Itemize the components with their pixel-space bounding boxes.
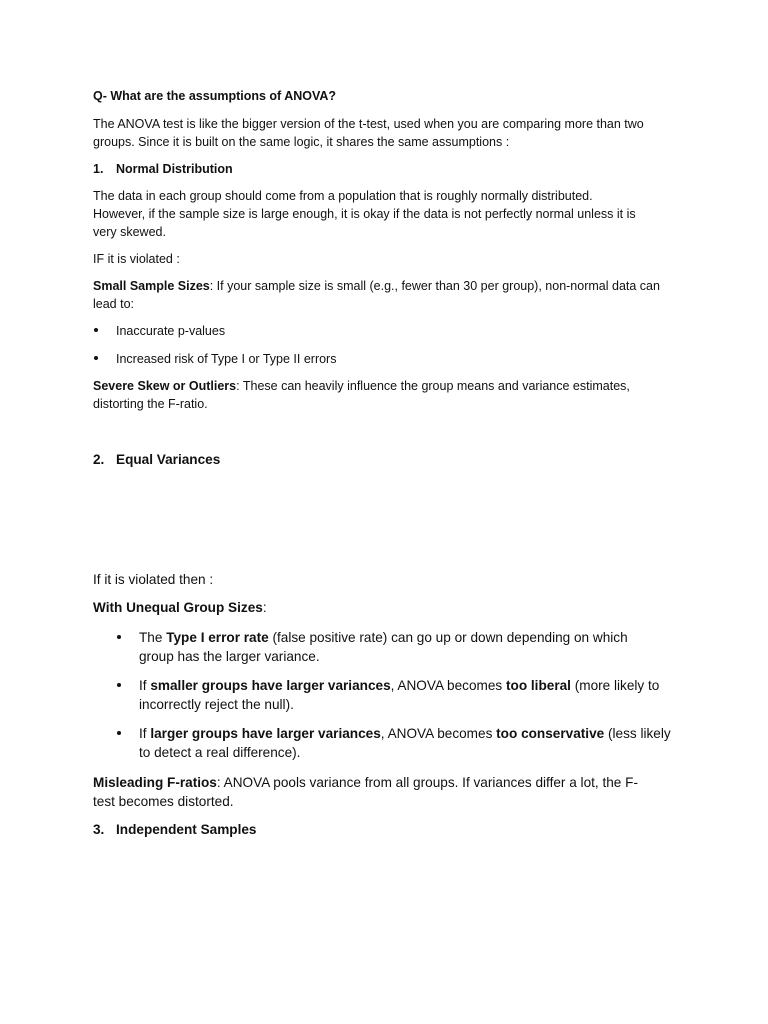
section-1-body-line-2: However, if the sample size is large enough, it is okay if the data is not perfectly normal unless it is [93, 207, 636, 221]
misleading-line-2: test becomes distorted. [93, 794, 234, 809]
section-1-body-line-1: The data in each group should come from a population that is roughly normally distributed. [93, 189, 593, 203]
bullet-icon [117, 635, 121, 639]
small-sample-line-1: Small Sample Sizes: If your sample size is small (e.g., fewer than 30 per group), non-normal data can [93, 279, 660, 293]
section-1-heading: 1. Normal Distribution [93, 162, 233, 176]
bullet-icon [94, 356, 98, 360]
variance-bullet-1-line-1: The Type I error rate (false positive rate) can go up or down depending on which [139, 630, 628, 645]
section-2-violated: If it is violated then : [93, 572, 214, 587]
section-1-body-line-3: very skewed. [93, 225, 166, 239]
question-heading: Q- What are the assumptions of ANOVA? [93, 89, 337, 103]
bullet-item-2: Increased risk of Type I or Type II errors [116, 352, 337, 366]
variance-bullet-2-line-2: incorrectly reject the null). [139, 697, 294, 712]
bullet-icon [94, 328, 98, 332]
unequal-group-sizes: With Unequal Group Sizes: [93, 600, 267, 615]
misleading-line-1: Misleading F-ratios: ANOVA pools variance from all groups. If variances differ a lot, the F- [93, 775, 638, 790]
small-sample-line-2: lead to: [93, 297, 135, 311]
section-3-heading: 3. Independent Samples [93, 822, 257, 837]
bullet-icon [117, 683, 121, 687]
intro-line-2: groups. Since it is built on the same logic, it shares the same assumptions : [93, 135, 510, 149]
skew-line-2: distorting the F-ratio. [93, 397, 208, 411]
variance-bullet-3-line-2: to detect a real difference). [139, 745, 301, 760]
variance-bullet-3-line-1: If larger groups have larger variances, ANOVA becomes too conservative (less likely [139, 726, 671, 741]
variance-bullet-2-line-1: If smaller groups have larger variances, ANOVA becomes too liberal (more likely to [139, 678, 660, 693]
bullet-icon [117, 731, 121, 735]
intro-line-1: The ANOVA test is like the bigger version of the t-test, used when you are comparing more than two [93, 117, 644, 131]
variance-bullet-1-line-2: group has the larger variance. [139, 649, 320, 664]
section-2-heading: 2. Equal Variances [93, 452, 221, 467]
bullet-item-1: Inaccurate p-values [116, 324, 226, 338]
section-1-violated: IF it is violated : [93, 252, 180, 266]
skew-line-1: Severe Skew or Outliers: These can heavily influence the group means and variance estimates, [93, 379, 630, 393]
